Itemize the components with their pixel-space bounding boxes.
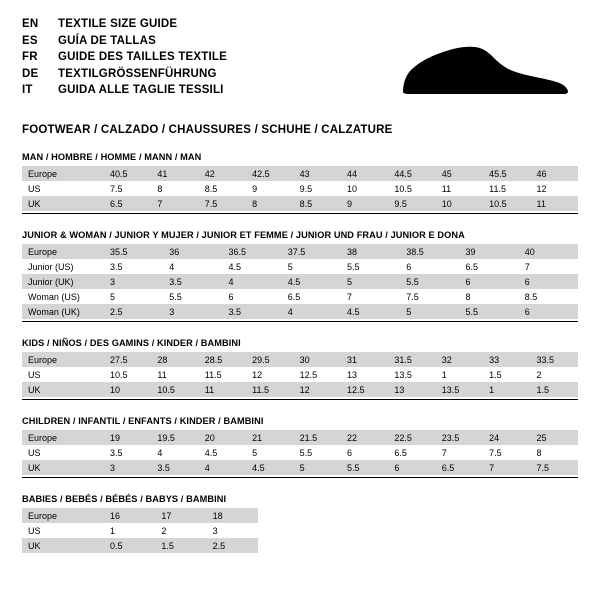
page-title: FOOTWEAR / CALZADO / CHAUSSURES / SCHUHE / CALZATURE bbox=[22, 124, 393, 136]
size-cell: 28 bbox=[151, 352, 198, 367]
size-tables-container bbox=[22, 152, 578, 553]
size-cell: 3.5 bbox=[163, 274, 222, 289]
size-cell: 7.5 bbox=[199, 196, 246, 211]
table-row bbox=[22, 289, 578, 304]
size-cell: 16 bbox=[104, 508, 155, 523]
size-cell: 6.5 bbox=[460, 259, 519, 274]
size-cell: 1 bbox=[436, 367, 483, 382]
size-cell: 2 bbox=[531, 367, 578, 382]
size-cell: 19 bbox=[104, 430, 151, 445]
size-cell: 13 bbox=[388, 382, 435, 397]
size-cell: 21.5 bbox=[294, 430, 341, 445]
size-cell: 33.5 bbox=[531, 352, 578, 367]
table-row bbox=[22, 382, 578, 397]
size-cell: 6 bbox=[400, 259, 459, 274]
size-cell: 7.5 bbox=[104, 181, 151, 196]
size-cell: 5.5 bbox=[294, 445, 341, 460]
size-cell: 32 bbox=[436, 352, 483, 367]
size-cell: 12 bbox=[294, 382, 341, 397]
table-row bbox=[22, 196, 578, 211]
size-cell: 11 bbox=[151, 367, 198, 382]
table-row bbox=[22, 445, 578, 460]
size-cell: 5 bbox=[282, 259, 341, 274]
row-label: US bbox=[22, 367, 104, 382]
size-cell: 2.5 bbox=[207, 538, 258, 553]
size-cell: 3 bbox=[104, 274, 163, 289]
size-cell: 35.5 bbox=[104, 244, 163, 259]
size-table bbox=[22, 352, 578, 397]
size-cell: 43 bbox=[294, 166, 341, 181]
row-label: UK bbox=[22, 196, 104, 211]
size-cell: 4 bbox=[282, 304, 341, 319]
row-label: UK bbox=[22, 382, 104, 397]
language-code: FR bbox=[22, 51, 38, 63]
size-cell: 6 bbox=[519, 304, 578, 319]
size-cell: 12.5 bbox=[341, 382, 388, 397]
size-cell: 13 bbox=[341, 367, 388, 382]
size-cell: 8 bbox=[531, 445, 578, 460]
size-cell: 5 bbox=[341, 274, 400, 289]
size-group bbox=[22, 416, 578, 478]
size-cell: 7 bbox=[151, 196, 198, 211]
size-cell: 5.5 bbox=[341, 460, 388, 475]
size-cell: 10 bbox=[436, 196, 483, 211]
size-cell: 41 bbox=[151, 166, 198, 181]
size-cell: 1.5 bbox=[155, 538, 206, 553]
size-cell: 23.5 bbox=[436, 430, 483, 445]
size-cell: 5 bbox=[400, 304, 459, 319]
size-table bbox=[22, 508, 258, 553]
table-row bbox=[22, 274, 578, 289]
size-cell: 6 bbox=[519, 274, 578, 289]
size-cell: 30 bbox=[294, 352, 341, 367]
size-cell: 2.5 bbox=[104, 304, 163, 319]
size-cell: 8.5 bbox=[519, 289, 578, 304]
language-title: GUIDE DES TAILLES TEXTILE bbox=[58, 51, 227, 63]
size-cell: 39 bbox=[460, 244, 519, 259]
size-cell: 4 bbox=[199, 460, 246, 475]
size-cell: 1.5 bbox=[531, 382, 578, 397]
table-row bbox=[22, 304, 578, 319]
size-cell: 12 bbox=[531, 181, 578, 196]
size-cell: 27.5 bbox=[104, 352, 151, 367]
language-code: IT bbox=[22, 84, 33, 96]
language-title: TEXTILE SIZE GUIDE bbox=[58, 18, 178, 30]
size-cell: 11.5 bbox=[199, 367, 246, 382]
language-title: GUIDA ALLE TAGLIE TESSILI bbox=[58, 84, 224, 96]
size-cell: 8 bbox=[151, 181, 198, 196]
size-cell: 11 bbox=[531, 196, 578, 211]
size-group bbox=[22, 494, 578, 553]
size-cell: 6.5 bbox=[436, 460, 483, 475]
size-cell: 24 bbox=[483, 430, 530, 445]
size-cell: 9 bbox=[341, 196, 388, 211]
size-cell: 38 bbox=[341, 244, 400, 259]
size-table bbox=[22, 166, 578, 211]
size-cell: 5.5 bbox=[341, 259, 400, 274]
size-cell: 22 bbox=[341, 430, 388, 445]
size-cell: 10 bbox=[104, 382, 151, 397]
row-label: Woman (US) bbox=[22, 289, 104, 304]
size-cell: 4.5 bbox=[223, 259, 282, 274]
size-cell: 46 bbox=[531, 166, 578, 181]
size-cell: 4.5 bbox=[246, 460, 293, 475]
size-cell: 31.5 bbox=[388, 352, 435, 367]
size-cell: 10.5 bbox=[104, 367, 151, 382]
table-row bbox=[22, 430, 578, 445]
size-cell: 3.5 bbox=[104, 445, 151, 460]
size-cell: 11.5 bbox=[483, 181, 530, 196]
size-cell: 25 bbox=[531, 430, 578, 445]
row-label: Europe bbox=[22, 430, 104, 445]
row-label: Junior (UK) bbox=[22, 274, 104, 289]
size-group-title: MAN / HOMBRE / HOMME / MANN / MAN bbox=[22, 152, 202, 162]
row-label: US bbox=[22, 445, 104, 460]
row-label: Woman (UK) bbox=[22, 304, 104, 319]
size-cell: 1.5 bbox=[483, 367, 530, 382]
size-cell: 6 bbox=[460, 274, 519, 289]
size-cell: 11.5 bbox=[246, 382, 293, 397]
size-cell: 8 bbox=[246, 196, 293, 211]
size-cell: 7.5 bbox=[531, 460, 578, 475]
size-cell: 6.5 bbox=[388, 445, 435, 460]
size-cell: 40 bbox=[519, 244, 578, 259]
size-cell: 19.5 bbox=[151, 430, 198, 445]
size-cell: 45.5 bbox=[483, 166, 530, 181]
size-cell: 6 bbox=[223, 289, 282, 304]
size-cell: 4.5 bbox=[341, 304, 400, 319]
size-cell: 40.5 bbox=[104, 166, 151, 181]
divider bbox=[22, 213, 578, 214]
size-cell: 7.5 bbox=[400, 289, 459, 304]
size-cell: 4 bbox=[223, 274, 282, 289]
table-row bbox=[22, 181, 578, 196]
size-cell: 42 bbox=[199, 166, 246, 181]
size-cell: 11 bbox=[436, 181, 483, 196]
divider bbox=[22, 321, 578, 322]
size-cell: 6.5 bbox=[104, 196, 151, 211]
size-group bbox=[22, 338, 578, 400]
size-cell: 10.5 bbox=[388, 181, 435, 196]
size-cell: 3 bbox=[207, 523, 258, 538]
size-cell: 3 bbox=[163, 304, 222, 319]
size-cell: 3.5 bbox=[151, 460, 198, 475]
table-row bbox=[22, 367, 578, 382]
size-cell: 3.5 bbox=[104, 259, 163, 274]
size-cell: 6 bbox=[388, 460, 435, 475]
size-cell: 7.5 bbox=[483, 445, 530, 460]
size-cell: 36 bbox=[163, 244, 222, 259]
size-cell: 5 bbox=[294, 460, 341, 475]
size-cell: 9.5 bbox=[294, 181, 341, 196]
size-cell: 38.5 bbox=[400, 244, 459, 259]
size-cell: 10.5 bbox=[151, 382, 198, 397]
table-row bbox=[22, 508, 258, 523]
size-cell: 7 bbox=[483, 460, 530, 475]
size-cell: 9 bbox=[246, 181, 293, 196]
size-group-title: KIDS / NIÑOS / DES GAMINS / KINDER / BAMBINI bbox=[22, 338, 241, 348]
size-cell: 5.5 bbox=[400, 274, 459, 289]
size-cell: 10 bbox=[341, 181, 388, 196]
size-cell: 8 bbox=[460, 289, 519, 304]
size-cell: 0.5 bbox=[104, 538, 155, 553]
size-group bbox=[22, 152, 578, 214]
size-cell: 45 bbox=[436, 166, 483, 181]
size-cell: 10.5 bbox=[483, 196, 530, 211]
size-cell: 18 bbox=[207, 508, 258, 523]
table-row bbox=[22, 538, 258, 553]
row-label: Europe bbox=[22, 244, 104, 259]
row-label: Europe bbox=[22, 508, 104, 523]
size-group-title: CHILDREN / INFANTIL / ENFANTS / KINDER / BAMBINI bbox=[22, 416, 264, 426]
size-table bbox=[22, 244, 578, 319]
size-cell: 3 bbox=[104, 460, 151, 475]
size-cell: 4 bbox=[163, 259, 222, 274]
divider bbox=[22, 399, 578, 400]
size-cell: 4.5 bbox=[199, 445, 246, 460]
row-label: Europe bbox=[22, 166, 104, 181]
size-cell: 2 bbox=[155, 523, 206, 538]
size-group-title: JUNIOR & WOMAN / JUNIOR Y MUJER / JUNIOR ET FEMME / JUNIOR UND FRAU / JUNIOR E DONA bbox=[22, 230, 465, 240]
size-cell: 13.5 bbox=[436, 382, 483, 397]
size-cell: 5.5 bbox=[163, 289, 222, 304]
size-cell: 5.5 bbox=[460, 304, 519, 319]
size-cell: 37.5 bbox=[282, 244, 341, 259]
row-label: UK bbox=[22, 460, 104, 475]
size-cell: 21 bbox=[246, 430, 293, 445]
language-code: EN bbox=[22, 18, 39, 30]
row-label: Europe bbox=[22, 352, 104, 367]
size-cell: 6 bbox=[341, 445, 388, 460]
size-cell: 44.5 bbox=[388, 166, 435, 181]
size-cell: 44 bbox=[341, 166, 388, 181]
size-cell: 29.5 bbox=[246, 352, 293, 367]
size-cell: 20 bbox=[199, 430, 246, 445]
size-cell: 33 bbox=[483, 352, 530, 367]
size-cell: 22.5 bbox=[388, 430, 435, 445]
size-cell: 5 bbox=[104, 289, 163, 304]
size-cell: 13.5 bbox=[388, 367, 435, 382]
divider bbox=[22, 477, 578, 478]
size-cell: 9.5 bbox=[388, 196, 435, 211]
language-code: ES bbox=[22, 34, 38, 47]
row-label: UK bbox=[22, 538, 104, 553]
size-cell: 3.5 bbox=[223, 304, 282, 319]
row-label: US bbox=[22, 181, 104, 196]
language-title: GUÍA DE TALLAS bbox=[58, 34, 156, 47]
size-cell: 8.5 bbox=[199, 181, 246, 196]
table-row bbox=[22, 460, 578, 475]
size-cell: 12 bbox=[246, 367, 293, 382]
table-row bbox=[22, 259, 578, 274]
language-code: DE bbox=[22, 67, 39, 80]
page-header bbox=[22, 18, 578, 110]
row-label: US bbox=[22, 523, 104, 538]
size-cell: 7 bbox=[341, 289, 400, 304]
language-title: TEXTILGRÖSSENFÜHRUNG bbox=[58, 67, 217, 80]
size-cell: 42.5 bbox=[246, 166, 293, 181]
table-row bbox=[22, 244, 578, 259]
size-cell: 8.5 bbox=[294, 196, 341, 211]
size-cell: 31 bbox=[341, 352, 388, 367]
size-cell: 36.5 bbox=[223, 244, 282, 259]
size-cell: 7 bbox=[436, 445, 483, 460]
size-cell: 12.5 bbox=[294, 367, 341, 382]
size-table bbox=[22, 430, 578, 475]
size-cell: 1 bbox=[104, 523, 155, 538]
table-row bbox=[22, 166, 578, 181]
size-cell: 1 bbox=[483, 382, 530, 397]
size-cell: 4.5 bbox=[282, 274, 341, 289]
size-cell: 5 bbox=[246, 445, 293, 460]
dress-shoe-icon bbox=[389, 30, 574, 100]
size-cell: 6.5 bbox=[282, 289, 341, 304]
table-row bbox=[22, 352, 578, 367]
row-label: Junior (US) bbox=[22, 259, 104, 274]
size-cell: 28.5 bbox=[199, 352, 246, 367]
table-row bbox=[22, 523, 258, 538]
size-cell: 11 bbox=[199, 382, 246, 397]
size-group bbox=[22, 230, 578, 322]
size-cell: 7 bbox=[519, 259, 578, 274]
size-cell: 17 bbox=[155, 508, 206, 523]
size-group-title: BABIES / BEBÉS / BÉBÉS / BABYS / BAMBINI bbox=[22, 494, 227, 504]
size-cell: 4 bbox=[151, 445, 198, 460]
